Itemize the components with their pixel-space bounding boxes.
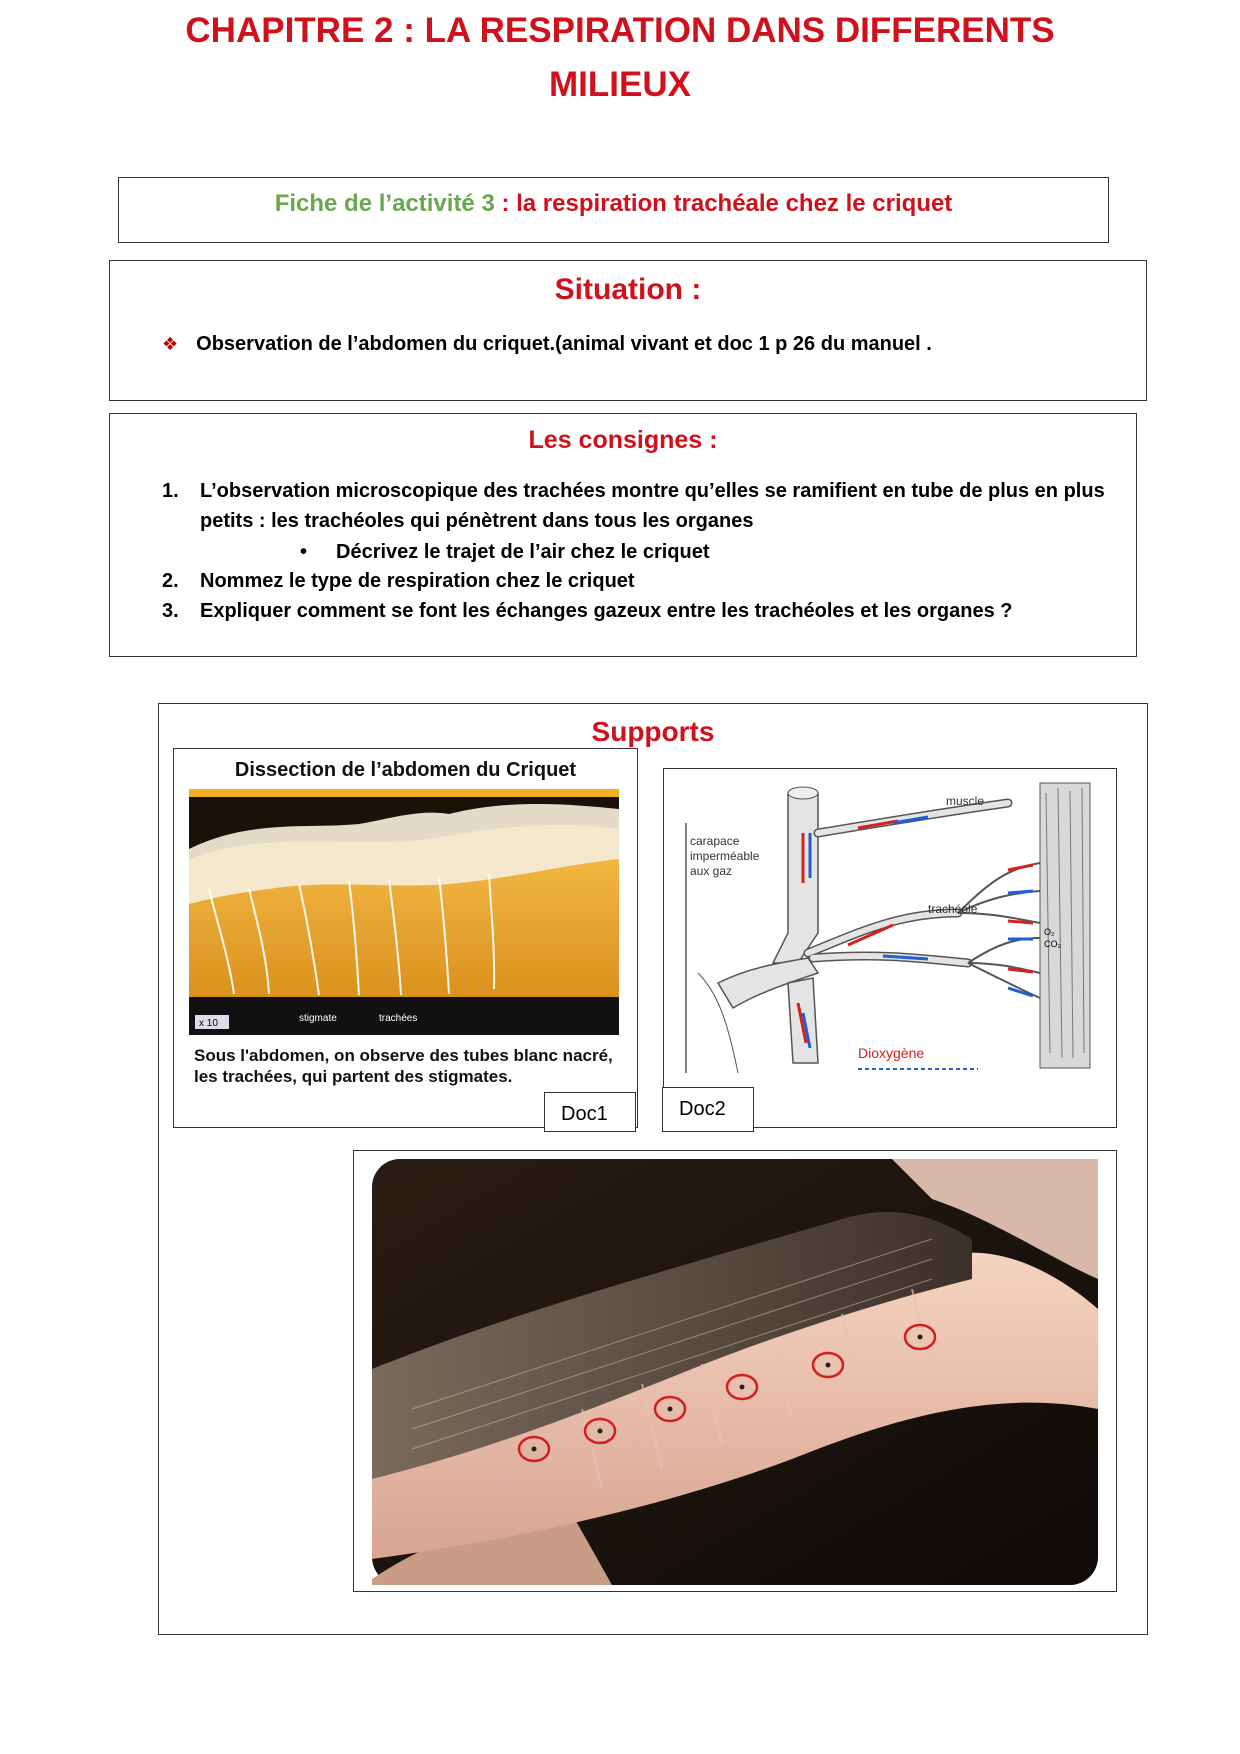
- doc1-caption-line: Sous l'abdomen, on observe des tubes blanc nacré,: [194, 1046, 613, 1065]
- consigne-text: Nommez le type de respiration chez le criquet: [200, 570, 635, 592]
- sub-bullet-text: Décrivez le trajet de l’air chez le criquet: [336, 541, 710, 563]
- title-line-1: CHAPITRE 2 : LA RESPIRATION DANS DIFFERENTS: [185, 11, 1055, 50]
- page-title: [100, 4, 1140, 112]
- doc2-label: Doc2: [662, 1087, 754, 1132]
- doc1-label: Doc1: [544, 1092, 636, 1132]
- activity-header-box: [118, 177, 1109, 243]
- supports-title: Supports: [591, 716, 715, 747]
- consigne-number: 2.: [162, 570, 179, 592]
- doc3-figure: [353, 1150, 1117, 1592]
- situation-title: Situation :: [554, 273, 702, 306]
- trachees-label: trachées: [379, 1013, 418, 1024]
- situation-text: Observation de l’abdomen du criquet.(animal vivant et doc 1 p 26 du manuel .: [196, 333, 932, 355]
- stigmate-label: stigmate: [299, 1013, 337, 1024]
- tracheole-label: trachéole: [928, 902, 978, 916]
- zoom-label: x 10: [199, 1018, 218, 1029]
- doc2-trachea-diagram: [678, 773, 1098, 1073]
- consignes-section: [109, 413, 1137, 657]
- doc1-figure: [173, 748, 638, 1128]
- consigne-number: 3.: [162, 600, 179, 622]
- consigne-sub-bullet: [300, 537, 710, 567]
- activity-topic: : la respiration trachéale chez le criquet: [494, 190, 953, 217]
- title-line-2: MILIEUX: [549, 65, 691, 104]
- consignes-title: Les consignes :: [528, 426, 718, 454]
- consigne-3: [162, 596, 1013, 626]
- consigne-number: 1.: [162, 480, 179, 502]
- consigne-text: Expliquer comment se font les échanges gazeux entre les trachéoles et les organes ?: [200, 600, 1013, 622]
- co2-label: CO₂: [1044, 939, 1061, 949]
- doc1-dissection-photo: [189, 789, 619, 1035]
- muscle-label: muscle: [946, 794, 985, 808]
- activity-label: Fiche de l’activité 3: [274, 190, 495, 217]
- doc1-caption: [194, 1045, 614, 1087]
- situation-section: [109, 260, 1147, 401]
- consigne-1: [162, 476, 1105, 506]
- o2-label: O₂: [1044, 927, 1055, 937]
- carapace-label: imperméable: [690, 849, 760, 863]
- diamond-bullet-icon: ❖: [162, 334, 179, 354]
- cricket-abdomen-photo: [372, 1159, 1098, 1585]
- round-bullet-icon: •: [300, 541, 308, 563]
- consigne-1-continuation: petits : les trachéoles qui pénètrent dans tous les organes: [200, 510, 754, 532]
- doc2-figure: [663, 768, 1117, 1128]
- doc1-caption-line: les trachées, qui partent des stigmates.: [194, 1067, 513, 1086]
- supports-section: [158, 703, 1148, 1635]
- situation-bullet: [162, 333, 932, 356]
- carapace-label: aux gaz: [690, 864, 733, 878]
- activity-header: [119, 190, 1108, 218]
- doc1-heading: Dissection de l’abdomen du Criquet: [234, 759, 577, 781]
- consigne-text: L’observation microscopique des trachées montre qu’elles se ramifient en tube de plus en plus: [200, 480, 1105, 502]
- carapace-label: carapace: [690, 834, 740, 848]
- consigne-2: [162, 566, 635, 596]
- dioxygen-legend: Dioxygène: [858, 1045, 925, 1061]
